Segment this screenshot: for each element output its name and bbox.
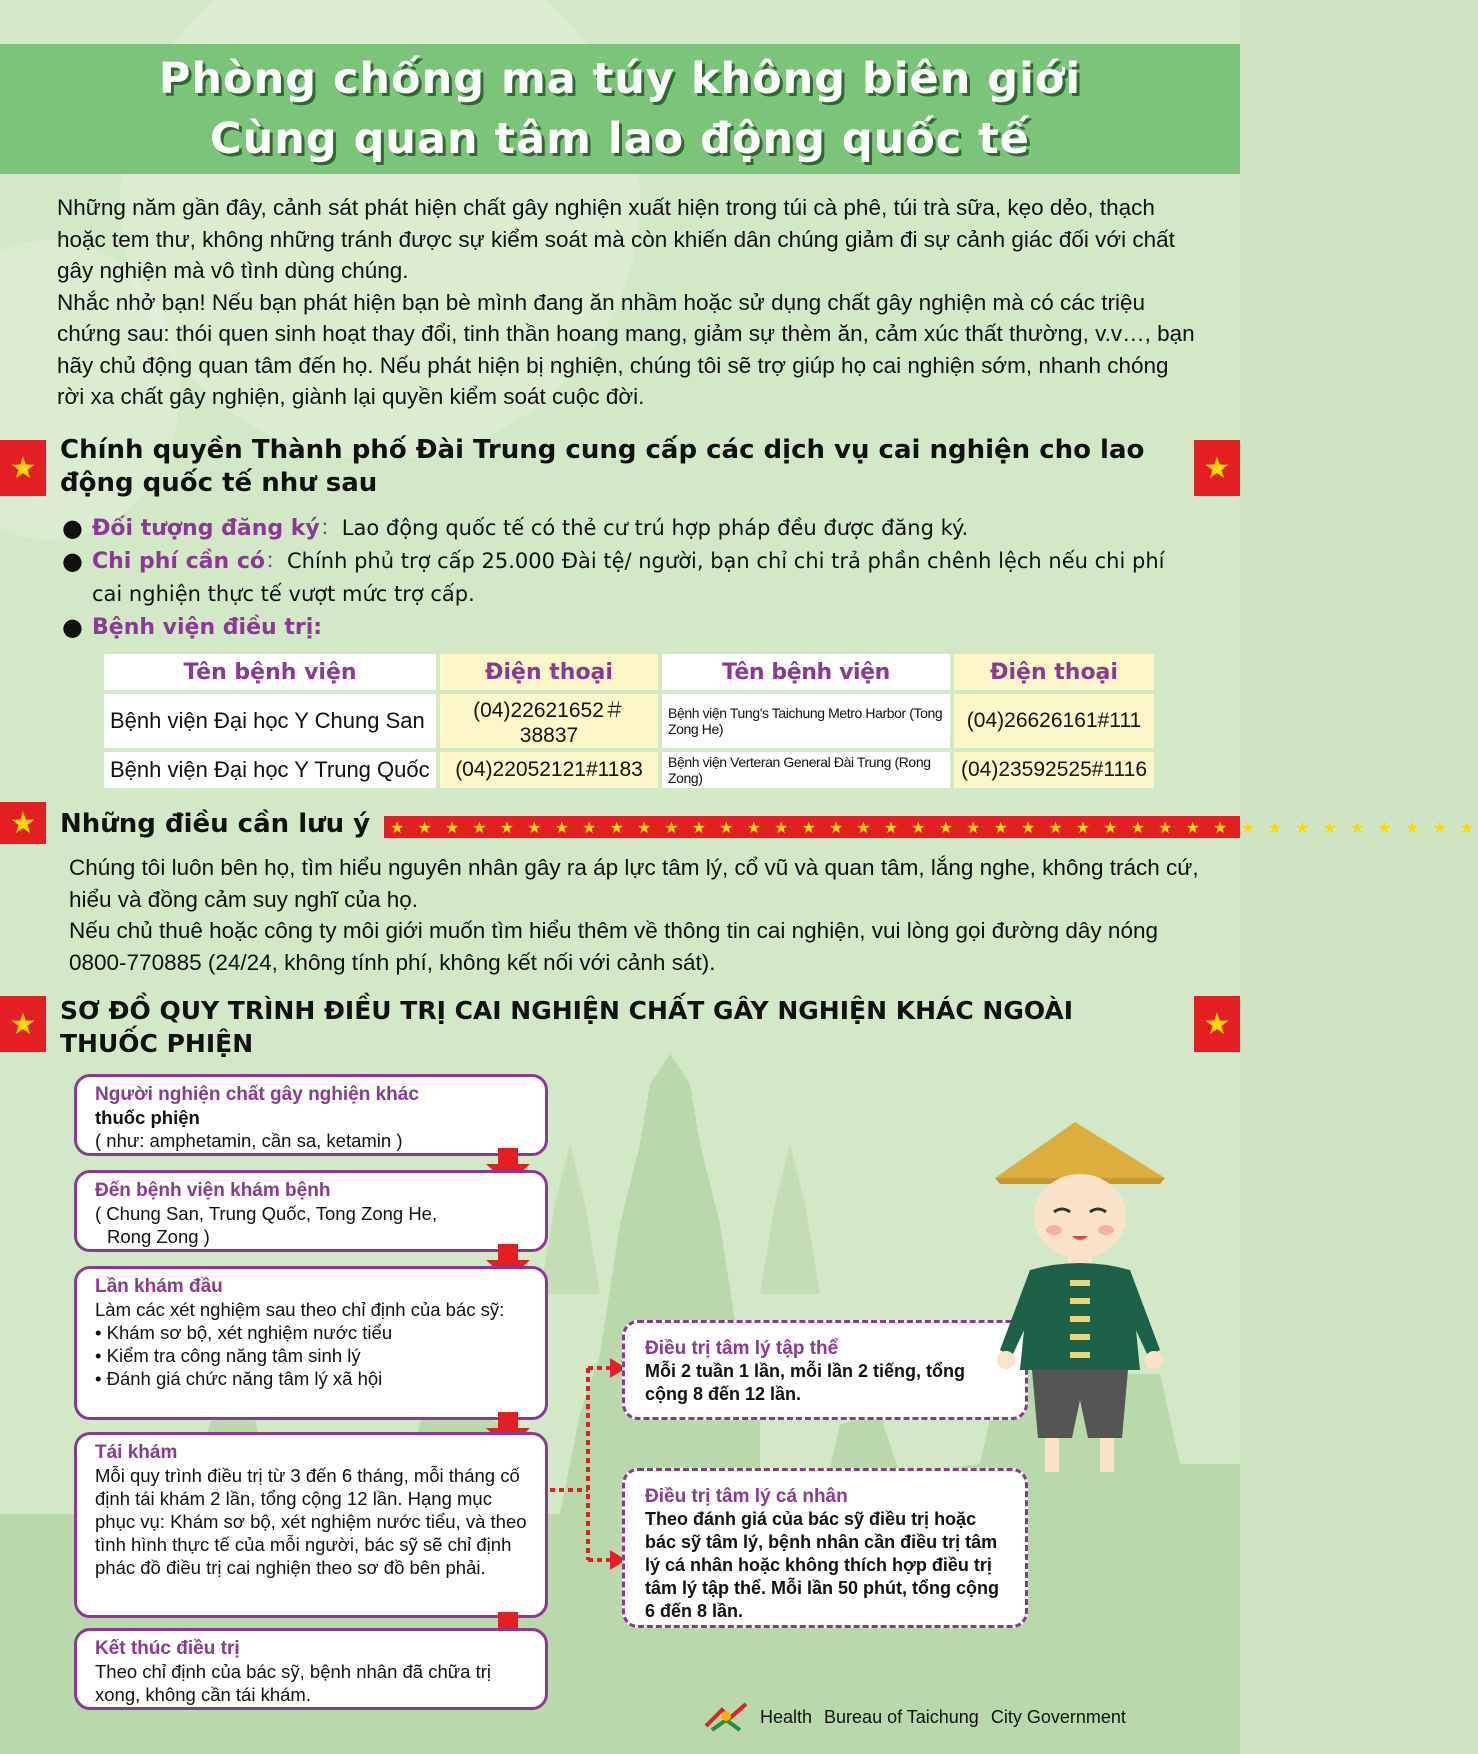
hospital-phone: (04)22052121#1183: [440, 752, 658, 788]
star-icon: ★: [1194, 440, 1240, 496]
services-bullet-list: [62, 512, 1192, 644]
list-item: • Kiểm tra công năng tâm sinh lý: [95, 1345, 361, 1366]
notes-paragraph-2: Nếu chủ thuê hoặc công ty môi giới muốn tìm hiểu thêm về thông tin cai nghiện, vui lòng gọi đường dây nóng 0800-770885 (24/24, không tính phí, không kết nối với cảnh sát).: [69, 918, 1158, 975]
bullet-label: Bệnh viện điều trị:: [92, 615, 323, 640]
therapy-title: Điều trị tâm lý tập thể: [645, 1338, 839, 1359]
star-icon: ★: [0, 802, 46, 844]
intro-paragraph-1: Những năm gần đây, cảnh sát phát hiện chất gây nghiện xuất hiện trong túi cà phê, túi trà sữa, kẹo dẻo, thạch hoặc tem thư, không những tránh được sự kiểm soát mà còn khiến dân chúng giảm đi sự cảnh giác đối với chất gây nghiện mà vô tình dùng chúng.: [57, 195, 1175, 283]
notes-text: [69, 852, 1199, 978]
footer-credit: [702, 1700, 1138, 1734]
star-strip-icons: ★ ★ ★ ★ ★ ★ ★ ★ ★ ★ ★ ★ ★ ★ ★ ★ ★ ★ ★ ★ ★ ★ ★ ★ ★ ★ ★ ★ ★ ★ ★ ★ ★ ★ ★ ★ ★ ★ ★ ★: [390, 817, 1478, 837]
bullet-dot-icon: ●: [62, 613, 83, 641]
flow-step-first-exam: [74, 1266, 548, 1420]
flow-step-title: Người nghiện chất gây nghiện khác: [95, 1084, 419, 1105]
flow-step-title: Kết thúc điều trị: [95, 1638, 240, 1659]
intro-paragraph-2: Nhắc nhở bạn! Nếu bạn phát hiện bạn bè mình đang ăn nhầm hoặc sử dụng chất gây nghiện mà có các triệu chứng sau: thói quen sinh hoạt thay đổi, tinh thần hoang mang, giảm sự thèm ăn, cảm xúc thất thường, v.v…, bạn hãy chủ động quan tâm đến họ. Nếu phát hiện bị nghiện, chúng tôi sẽ trợ giúp họ cai nghiện sớm, nhanh chóng rời xa chất gây nghiện, giành lại quyền kiểm soát cuộc đời.: [57, 289, 1195, 409]
notes-heading: Những điều cần lưu ý: [60, 809, 371, 839]
worker-character-illustration: [990, 1120, 1180, 1480]
health-bureau-logo-icon: [702, 1700, 750, 1734]
table-header: Tên bệnh viện: [104, 654, 436, 690]
hospital-phone: (04)22621652＃38837: [440, 694, 658, 748]
flow-step-bold: thuốc phiện: [95, 1107, 200, 1128]
flow-step-body: Rong Zong ): [107, 1226, 210, 1247]
services-heading: [60, 434, 1144, 500]
flow-step-body: Mỗi quy trình điều trị từ 3 đến 6 tháng, mỗi tháng cố định tái khám 2 lần, tổng cộng 12 lần. Hạng mục phục vụ: Khám sơ bộ, xét nghiệm nước tiểu, và theo tình hình thực tế của mỗi người, bác sỹ sẽ chỉ định phác đồ điều trị cai nghiện theo sơ đồ bên phải.: [95, 1465, 527, 1578]
bullet-registrant: [62, 512, 1192, 545]
title-line-1: Phòng chống ma túy không biên giới: [158, 54, 1082, 104]
therapy-title: Điều trị tâm lý cá nhân: [645, 1486, 848, 1507]
flow-step-user: [74, 1074, 548, 1156]
flow-step-body: ( Chung San, Trung Quốc, Tong Zong He,: [95, 1203, 438, 1224]
star-icon: ★: [0, 996, 46, 1052]
hospital-name: Bệnh viện Đại học Y Chung San: [104, 694, 436, 748]
star-strip-decoration: [384, 816, 1478, 838]
hospital-phone: (04)23592525#1116: [954, 752, 1154, 788]
bullet-label: Đối tượng đăng ký: [92, 516, 320, 541]
services-heading-line-1: Chính quyền Thành phố Đài Trung cung cấp các dịch vụ cai nghiện cho lao: [60, 435, 1145, 465]
bullet-value: Lao động quốc tế có thẻ cư trú hợp pháp đều được đăng ký.: [341, 516, 969, 540]
table-header: Điện thoại: [954, 654, 1154, 690]
flow-step-body: ( như: amphetamin, cần sa, ketamin ): [95, 1130, 403, 1151]
flow-step-title: Tái khám: [95, 1442, 178, 1463]
bullet-dot-icon: ●: [62, 514, 83, 542]
flow-step-title: Lần khám đầu: [95, 1276, 223, 1297]
bullet-dot-icon: ●: [62, 547, 83, 575]
therapy-body: Theo đánh giá của bác sỹ điều trị hoặc bác sỹ tâm lý, bệnh nhân cần điều trị tâm lý cá nhân hoặc không thích hợp điều trị tâm lý tập thể. Mỗi lần 50 phút, tổng cộng 6 đến 8 lần.: [645, 1509, 1000, 1621]
dotted-connector: [548, 1350, 628, 1580]
bullet-separator: ：: [319, 516, 342, 541]
therapy-body: Mỗi 2 tuần 1 lần, mỗi lần 2 tiếng, tổng cộng 8 đến 12 lần.: [645, 1361, 966, 1404]
bullet-separator: ：: [264, 549, 287, 574]
hospital-table: [100, 650, 1158, 792]
bullet-label: Chi phí cần có: [92, 549, 265, 574]
table-row: [104, 752, 1154, 788]
hospital-phone: (04)26626161#111: [954, 694, 1154, 748]
hospital-name: Bệnh viện Tung's Taichung Metro Harbor (Tong Zong He): [662, 694, 950, 748]
therapy-individual-box: [622, 1468, 1028, 1628]
star-icon: ★: [0, 440, 46, 496]
list-item: • Khám sơ bộ, xét nghiệm nước tiểu: [95, 1322, 393, 1343]
table-header-row: [104, 654, 1154, 690]
flow-heading-line-2: THUỐC PHIỆN: [60, 1029, 254, 1058]
services-heading-line-2: động quốc tế như sau: [60, 468, 378, 498]
title-line-2: Cùng quan tâm lao động quốc tế: [210, 114, 1030, 164]
star-icon: ★: [1194, 996, 1240, 1052]
footer-word: City Government: [990, 1706, 1126, 1727]
flow-step-end: [74, 1628, 548, 1710]
table-header: Điện thoại: [440, 654, 658, 690]
hospital-name: Bệnh viện Verteran General Đài Trung (Rong Zong): [662, 752, 950, 788]
notes-paragraph-1: Chúng tôi luôn bên họ, tìm hiểu nguyên nhân gây ra áp lực tâm lý, cổ vũ và quan tâm, lắng nghe, không trách cứ, hiểu và đồng cảm suy nghĩ của họ.: [69, 855, 1199, 912]
bullet-hospitals: [62, 611, 1192, 644]
flow-heading-line-1: SƠ ĐỒ QUY TRÌNH ĐIỀU TRỊ CAI NGHIỆN CHẤT GÂY NGHIỆN KHÁC NGOÀI: [60, 996, 1074, 1025]
hospital-name: Bệnh viện Đại học Y Trung Quốc: [104, 752, 436, 788]
flow-step-body: Theo chỉ định của bác sỹ, bệnh nhân đã chữa trị xong, không cần tái khám.: [95, 1661, 491, 1705]
flow-step-follow-up: [74, 1432, 548, 1618]
footer-word: Bureau of Taichung: [824, 1706, 979, 1727]
flow-step-title: Đến bệnh viện khám bệnh: [95, 1180, 331, 1201]
flow-step-body: Làm các xét nghiệm sau theo chỉ định của bác sỹ:: [95, 1299, 505, 1320]
list-item: • Đánh giá chức năng tâm lý xã hội: [95, 1368, 383, 1389]
table-header: Tên bệnh viện: [662, 654, 950, 690]
intro-text: [57, 192, 1197, 413]
footer-word: Health: [760, 1706, 813, 1727]
flow-step-visit: [74, 1170, 548, 1252]
bullet-cost: [62, 545, 1192, 611]
bullet-value: Chính phủ trợ cấp 25.000 Đài tệ/ người, bạn chỉ chi trả phần chênh lệch nếu chi phí cai nghiện thực tế vượt mức trợ cấp.: [92, 549, 1165, 606]
table-row: [104, 694, 1154, 748]
flow-heading: [60, 994, 1073, 1060]
title-banner: [0, 44, 1240, 174]
therapy-group-box: [622, 1320, 1028, 1420]
